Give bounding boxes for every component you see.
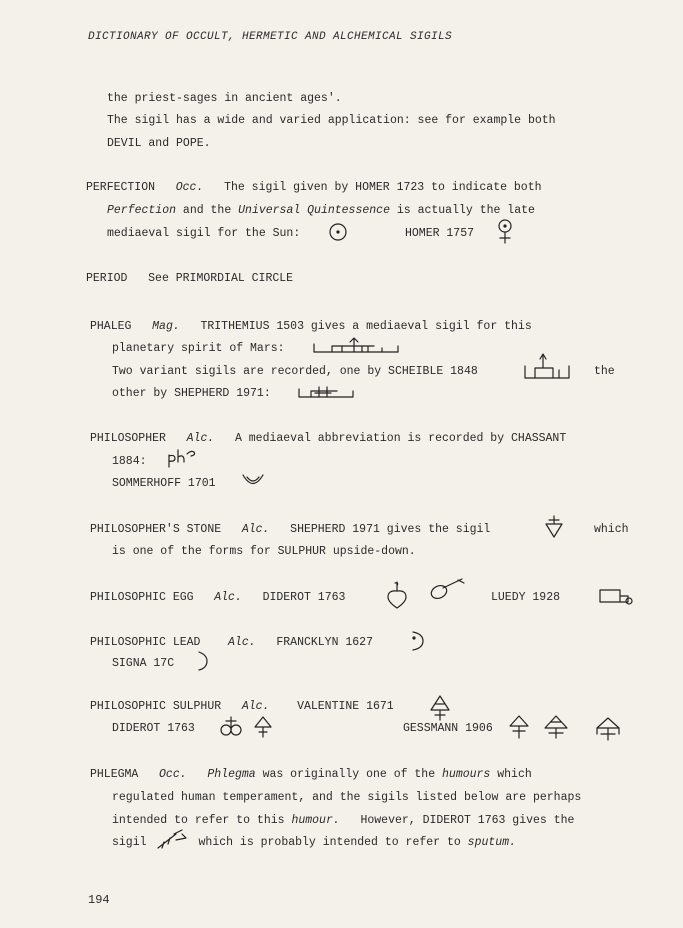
text-span: is actually the late <box>396 204 535 217</box>
source-ref: VALENTINE 1671 <box>297 700 394 713</box>
entry-phlegma <box>90 768 532 782</box>
egg-luedy-sigil-icon <box>598 586 634 608</box>
page-number: 194 <box>88 893 110 907</box>
entry-tag: Alc. <box>214 591 242 604</box>
phaleg-line-4: other by SHEPHERD 1971: <box>112 387 271 400</box>
entry-tag: Occ. <box>175 181 204 194</box>
text-span: which <box>497 768 532 781</box>
entry-tag: Alc. <box>228 636 256 649</box>
phaleg-scheible-sigil-icon <box>523 350 573 380</box>
italic-term: Universal Quintessence <box>238 204 390 217</box>
entry-tag: Alc. <box>241 700 270 713</box>
entry-text: A mediaeval abbreviation is recorded by CHASSANT <box>234 432 567 445</box>
text-span: sigil <box>112 836 147 849</box>
entry-phaleg <box>90 320 532 334</box>
running-header: DICTIONARY OF OCCULT, HERMETIC AND ALCHEMICAL SIGILS <box>88 31 453 43</box>
philosopher-abbreviation-sigil-icon <box>166 446 200 468</box>
entry-term: PHILOSOPHIC SULPHUR <box>90 700 222 713</box>
sulphur-diderot-1763: DIDEROT 1763 <box>112 722 195 735</box>
philosopher-line-3: SOMMERHOFF 1701 <box>112 477 216 490</box>
entry-term: PHILOSOPHER <box>90 432 166 445</box>
text-span: However, DIDEROT 1763 gives the <box>360 814 575 827</box>
sulphur-valentine-sigil-icon <box>428 694 452 722</box>
text-span: intended to refer to this <box>112 814 285 827</box>
phaleg-the: the <box>594 365 615 378</box>
text-span: was originally one of the <box>262 768 436 781</box>
sulphur-inverted-sigil-icon <box>543 514 565 540</box>
phlegma-line-2: regulated human temperament, and the sigils listed below are perhaps <box>112 791 582 804</box>
entry-text: TRITHEMIUS 1503 gives a mediaeval sigil for this <box>200 320 532 333</box>
stone-line-2 <box>112 545 416 559</box>
entry-term: PERFECTION <box>86 181 156 194</box>
philosopher-line-2: 1884: <box>112 455 147 468</box>
egg-diderot-sigil-1-icon <box>385 580 409 610</box>
sommerhoff-crescent-sigil-icon <box>241 472 265 490</box>
entry-philosophic-egg <box>90 591 345 605</box>
stone-which: which <box>594 523 629 536</box>
phaleg-line-2: planetary spirit of Mars: <box>112 342 285 355</box>
lead-signa-17c: SIGNA 17C <box>112 657 175 670</box>
sulphur-gessmann-sigil-3-icon <box>593 716 623 742</box>
sulphur-diderot-sigil-1-icon <box>219 715 243 737</box>
egg-luedy-1928: LUEDY 1928 <box>491 591 561 604</box>
phlegma-line-3 <box>112 814 574 828</box>
entry-tag: Alc. <box>186 432 215 445</box>
italic-term: humour. <box>291 814 340 827</box>
sun-sigil-icon <box>328 222 348 242</box>
entry-tag: Alc. <box>241 523 270 536</box>
italic-term: Phlegma <box>207 768 256 781</box>
lead-signa-sigil-icon <box>196 650 210 672</box>
perfection-homer-1757: HOMER 1757 <box>405 227 475 240</box>
italic-term: humours <box>442 768 491 781</box>
sulphur-gessmann-1906: GESSMANN 1906 <box>403 722 493 735</box>
entry-text: SHEPHERD 1971 gives the sigil <box>290 523 491 536</box>
entry-term: PHILOSOPHIC LEAD <box>90 636 201 649</box>
lead-francklyn-sigil-icon <box>409 628 427 654</box>
entry-tag: Mag. <box>152 320 180 333</box>
perfection-line-3: mediaeval sigil for the Sun: <box>107 227 301 240</box>
text-span: is one of the forms for <box>112 545 271 558</box>
text-span: and the <box>182 204 232 217</box>
entry-text: See PRIMORDIAL CIRCLE <box>148 272 294 285</box>
sulphur-gessmann-sigil-2-icon <box>543 714 569 740</box>
entry-tag: Occ. <box>159 768 187 781</box>
entry-philosophers-stone <box>90 523 490 537</box>
entry-term: PHILOSOPHER'S STONE <box>90 523 222 536</box>
intro-line-3: DEVIL and POPE. <box>107 137 211 150</box>
entry-text: The sigil given by HOMER 1723 to indicate both <box>224 181 542 194</box>
italic-term: Perfection <box>107 204 177 217</box>
entry-term: PHALEG <box>90 320 132 333</box>
entry-term: PERIOD <box>86 272 128 285</box>
phaleg-line-3: Two variant sigils are recorded, one by SCHEIBLE 1848 <box>112 365 478 378</box>
source-ref: FRANCKLYN 1627 <box>276 636 373 649</box>
intro-line-1: the priest-sages in ancient ages'. <box>107 92 342 105</box>
phaleg-shepherd-sigil-icon <box>297 381 357 399</box>
perfection-line-2 <box>107 204 535 218</box>
sulphur-gessmann-sigil-1-icon <box>508 714 530 740</box>
text-span: upside-down. <box>332 545 416 558</box>
intro-line-2: The sigil has a wide and varied application: see for example both <box>107 114 556 127</box>
entry-philosophic-sulphur <box>90 700 394 714</box>
cross-ref: SULPHUR <box>277 545 326 558</box>
entry-perfection <box>86 181 542 195</box>
entry-philosopher <box>90 432 566 446</box>
entry-term: PHLEGMA <box>90 768 139 781</box>
text-span: which is probably intended to refer to <box>198 836 461 849</box>
entry-period <box>86 272 293 286</box>
egg-diderot-sigil-2-icon <box>428 577 468 603</box>
phlegma-sputum-sigil-icon <box>156 828 190 852</box>
entry-philosophic-lead <box>90 636 373 650</box>
entry-term: PHILOSOPHIC EGG <box>90 591 194 604</box>
sulphur-diderot-sigil-2-icon <box>253 715 273 739</box>
phaleg-trithemius-sigil-icon <box>312 336 402 354</box>
quintessence-sigil-icon <box>494 219 516 245</box>
italic-term: sputum. <box>467 836 516 849</box>
source-ref: DIDEROT 1763 <box>262 591 346 604</box>
